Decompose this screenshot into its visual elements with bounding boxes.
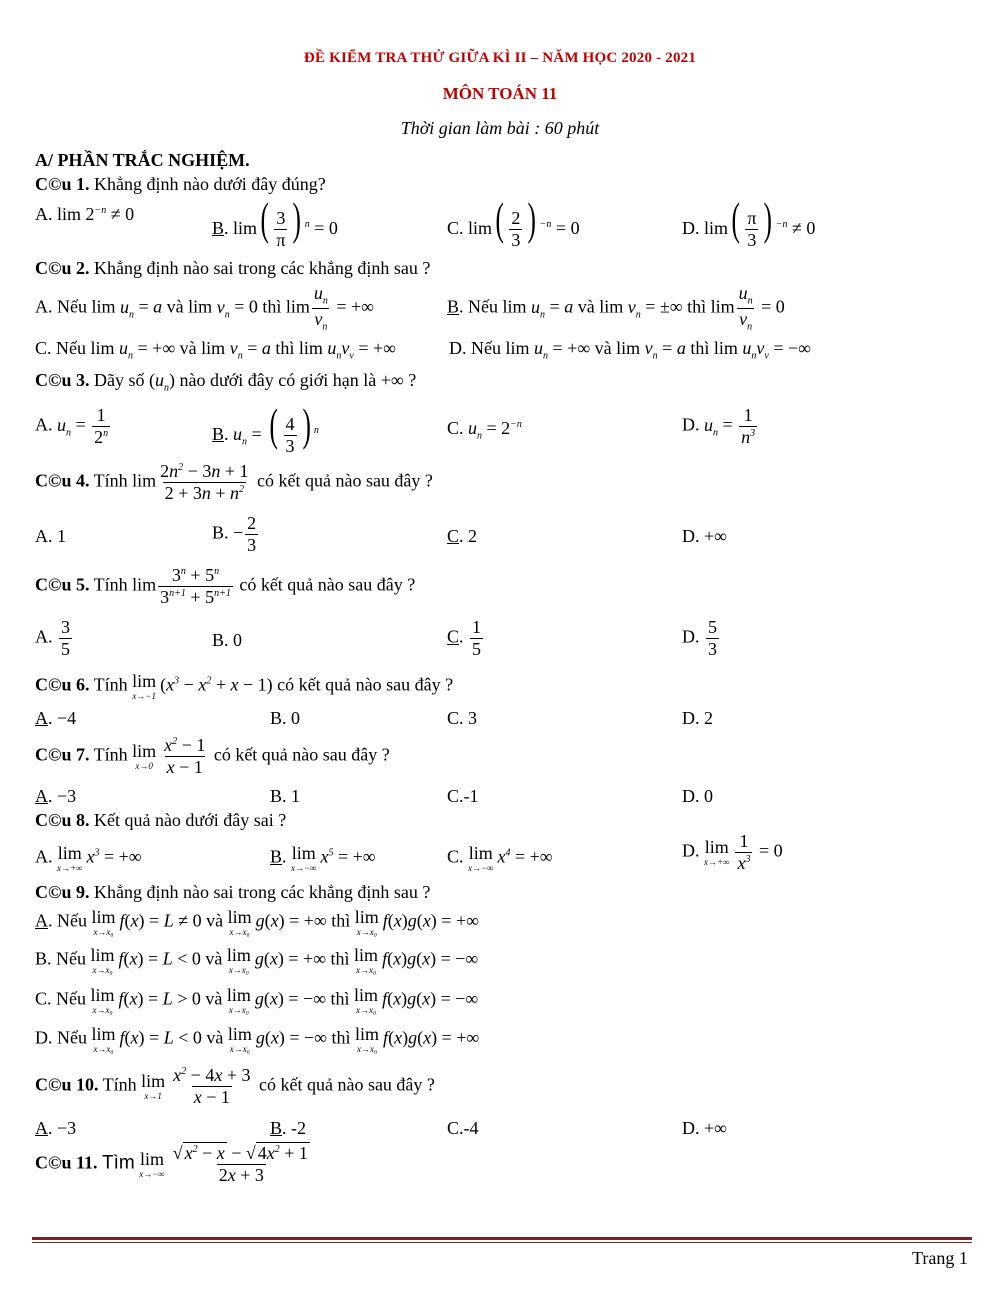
q6-option-c[interactable]: C. 3	[447, 708, 478, 728]
q2-option-a[interactable]: A. Nếu $\lim u_n = a$ và $\lim v_n = 0$ thì lim $\frac{u_n}{v_n}$ = +∞	[35, 283, 375, 333]
q8-option-d[interactable]: D. lim x→+∞ $\frac{1}{x^3}$ = 0	[682, 831, 783, 873]
q7-option-a[interactable]: A. −3	[35, 786, 77, 806]
q5-option-d[interactable]: D. $\frac{5}{3}$	[682, 617, 717, 659]
question-6: C©u 6. Tính lim x→−1 $(x^3 - x^2 + x - 1)$ có kết quả nào sau đây ?	[35, 671, 454, 701]
q8-option-c[interactable]: C. lim x→−∞ $x^4$ = +∞	[447, 843, 553, 873]
q7-option-d[interactable]: D. 0	[682, 786, 713, 806]
q1-option-d[interactable]: D. lim( $\frac{\pi}{3}$ ) $^{-n}$ ≠ 0	[682, 193, 816, 251]
q5-option-c[interactable]: C. $\frac{1}{5}$	[447, 617, 482, 659]
exam-title: ĐỀ KIỂM TRA THỬ GIỮA KÌ II – NĂM HỌC 2020 - 2021	[303, 50, 697, 66]
q6-option-d[interactable]: D. 2	[682, 708, 713, 728]
question-5: C©u 5. Tính lim $\frac{3^n + 5^n}{3^{n+1} + 5^{n+1}}$ có kết quả nào sau đây ?	[35, 565, 416, 607]
q2-option-d[interactable]: D. Nếu $\lim u_n$ = +∞ và $\lim v_n = a$ thì $\lim u_nv_v$ = −∞	[449, 338, 811, 362]
footer-rule	[32, 1237, 972, 1240]
q6-option-b[interactable]: B. 0	[270, 708, 301, 728]
q3-option-a[interactable]: A. $u_n$ = $\frac{1}{2^n}$	[35, 405, 109, 447]
q8-option-a[interactable]: A. lim x→+∞ $x^3$ = +∞	[35, 843, 142, 873]
q10-option-c[interactable]: C.-4	[447, 1118, 479, 1138]
question-3: C©u 3. Dãy số $(u_n)$ nào dưới đây có giới hạn là +∞ ?	[35, 370, 417, 394]
question-label: C©u	[35, 174, 72, 194]
q3-option-c[interactable]: C. $u_n = 2^{-n}$	[447, 418, 522, 442]
q4-option-b[interactable]: B. − $\frac{2}{3}$	[212, 513, 257, 555]
question-1: C©u 1. Khẳng định nào dưới đây đúng?	[35, 174, 326, 194]
question-2: C©u 2. Khẳng định nào sai trong các khẳng định sau ?	[35, 258, 431, 278]
q9-option-c[interactable]: C. Nếu lim x→x₀ f(x) = L > 0 và lim x→x₀ g(x) = −∞ thì lim x→x₀ f(x)g(x) = −∞	[35, 985, 479, 1015]
section-title: A/ PHẦN TRẮC NGHIỆM.	[35, 150, 250, 170]
q4-option-d[interactable]: D. +∞	[682, 526, 727, 546]
q9-option-b[interactable]: B. Nếu lim x→x₀ f(x) = L < 0 và lim x→x₀ g(x) = +∞ thì lim x→x₀ f(x)g(x) = −∞	[35, 945, 479, 975]
q2-option-c[interactable]: C. Nếu $\lim u_n$ = +∞ và $\lim v_n = a$ thì $\lim u_nv_v$ = +∞	[35, 338, 396, 362]
q4-option-c[interactable]: C. 2	[447, 526, 478, 546]
question-10: C©u 10. Tính lim x→1 $\frac{x^2 - 4x + 3}{x - 1}$ có kết quả nào sau đây ?	[35, 1065, 435, 1107]
q10-option-d[interactable]: D. +∞	[682, 1118, 727, 1138]
q1-option-b[interactable]: B. lim( $\frac{3}{\pi}$ ) $^n$ = 0	[212, 193, 338, 251]
q3-option-b[interactable]: B. $u_n$ = ( $\frac{4}{3}$ ) $^n$	[212, 399, 319, 457]
question-8: C©u 8. Kết quả nào dưới đây sai ?	[35, 810, 287, 830]
q1-option-a[interactable]: A. $\lim 2^{-n} \ne 0$	[35, 204, 135, 224]
footer-rule-thin	[32, 1242, 972, 1243]
question-9: C©u 9. Khẳng định nào sai trong các khẳng định sau ?	[35, 882, 431, 902]
q2-option-b[interactable]: B. Nếu $\lim u_n = a$ và $\lim v_n$ = ±∞ thì lim $\frac{u_n}{v_n}$ = 0	[447, 283, 785, 333]
q9-option-a[interactable]: A. Nếu lim x→x₀ f(x) = L ≠ 0 và lim x→x₀ g(x) = +∞ thì lim x→x₀ f(x)g(x) = +∞	[35, 907, 479, 937]
q7-option-c[interactable]: C.-1	[447, 786, 479, 806]
q3-option-d[interactable]: D. $u_n$ = $\frac{1}{n^3}$	[682, 405, 756, 447]
q10-option-a[interactable]: A. −3	[35, 1118, 77, 1138]
exam-duration: Thời gian làm bài : 60 phút	[400, 118, 600, 138]
subject-title: MÔN TOÁN 11	[442, 84, 558, 103]
q5-option-a[interactable]: A. $\frac{3}{5}$	[35, 617, 70, 659]
q9-option-d[interactable]: D. Nếu lim x→x₀ f(x) = L < 0 và lim x→x₀ g(x) = −∞ thì lim x→x₀ f(x)g(x) = +∞	[35, 1024, 480, 1054]
page-number: Trang 1	[912, 1248, 968, 1268]
q1-option-c[interactable]: C. lim( $\frac{2}{3}$ ) $^{-n}$ = 0	[447, 193, 580, 251]
q5-option-b[interactable]: B. 0	[212, 630, 243, 650]
q4-option-a[interactable]: A. 1	[35, 526, 66, 546]
q8-option-b[interactable]: B. lim x→−∞ $x^5$ = +∞	[270, 843, 376, 873]
q7-option-b[interactable]: B. 1	[270, 786, 301, 806]
question-4: C©u 4. Tính lim $\frac{2n^2 - 3n + 1}{2 + 3n + n^2}$ có kết quả nào sau đây ?	[35, 461, 433, 503]
q6-option-a[interactable]: A. −4	[35, 708, 77, 728]
question-11: C©u 11. Tìm lim x→−∞ $\frac{√ x^2 - x - √ 4x^2 + 1}{2x + 3}$	[35, 1143, 308, 1185]
q10-option-b[interactable]: B. -2	[270, 1118, 307, 1138]
question-7: C©u 7. Tính lim x→0 $\frac{x^2 - 1}{x - 1}$ có kết quả nào sau đây ?	[35, 735, 390, 777]
